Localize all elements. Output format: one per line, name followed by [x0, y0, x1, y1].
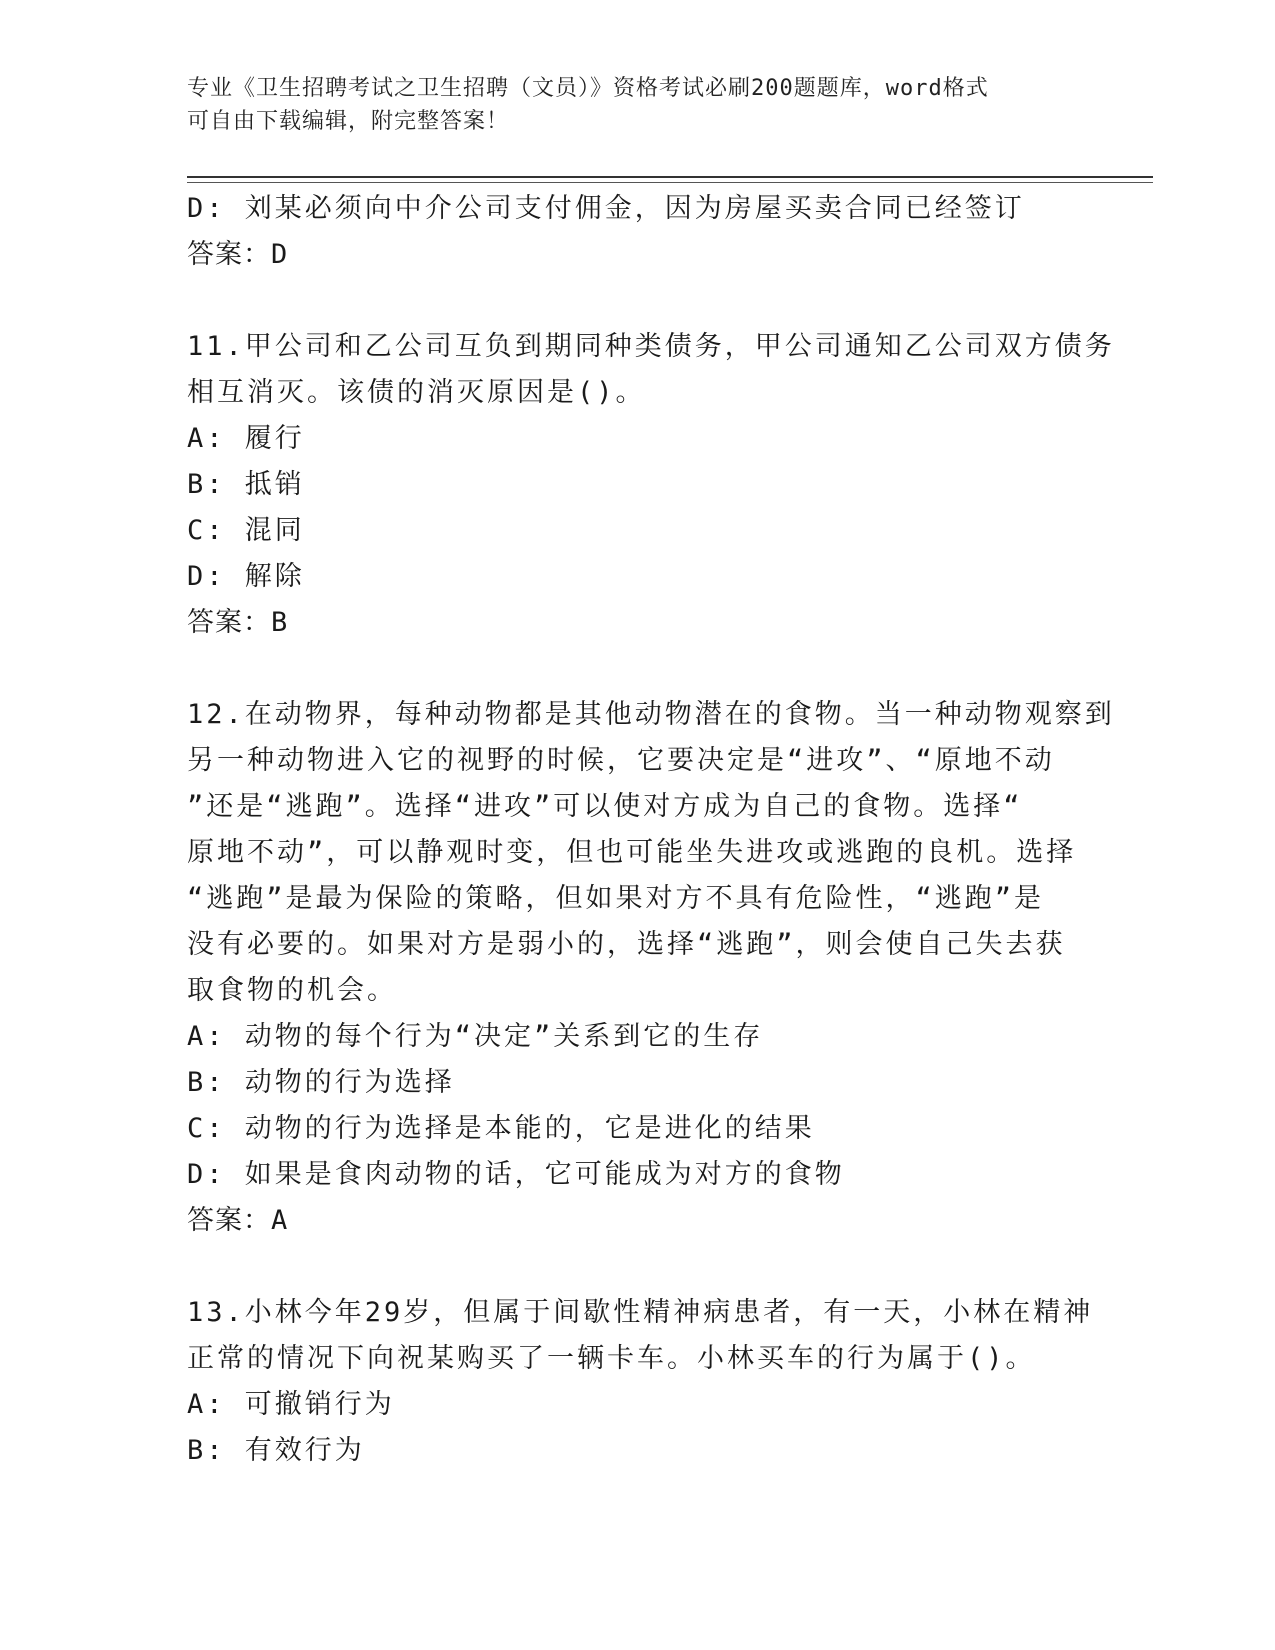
- question-stem-line: 没有必要的。如果对方是弱小的，选择“逃跑”，则会使自己失去获: [187, 929, 1066, 960]
- option-a: A: 动物的每个行为“决定”关系到它的生存: [187, 1021, 764, 1052]
- question-stem-line: 13.小林今年29岁，但属于间歇性精神病患者，有一天，小林在精神: [187, 1297, 1094, 1328]
- header-title-line-2: 可自由下载编辑，附完整答案！: [187, 109, 510, 134]
- question-stem-line: 相互消灭。该债的消灭原因是()。: [187, 377, 646, 408]
- page-header: [187, 72, 1067, 138]
- spacer: [187, 1244, 1087, 1290]
- question-answer: 答案：A: [187, 1205, 289, 1236]
- question-stem-line: 正常的情况下向祝某购买了一辆卡车。小林买车的行为属于()。: [187, 1343, 1036, 1374]
- option-c: C: 动物的行为选择是本能的，它是进化的结果: [187, 1113, 815, 1144]
- question-11: [187, 324, 1115, 646]
- header-title-line-1: 专业《卫生招聘考试之卫生招聘（文员）》资格考试必刷200题题库，word格式: [187, 76, 989, 101]
- question-stem-line: ”还是“逃跑”。选择“进攻”可以使对方成为自己的食物。选择“: [187, 791, 1023, 822]
- question-stem-line: 取食物的机会。: [187, 975, 397, 1006]
- option-b: B: 有效行为: [187, 1435, 365, 1466]
- question-stem-line: 12.在动物界，每种动物都是其他动物潜在的食物。当一种动物观察到: [187, 699, 1115, 730]
- question-12: [187, 692, 1115, 1244]
- option-d: D: 如果是食肉动物的话，它可能成为对方的食物: [187, 1159, 845, 1190]
- question-13: [187, 1290, 1094, 1474]
- option-a: A: 履行: [187, 423, 305, 454]
- question-answer: 答案：B: [187, 607, 289, 638]
- question-stem-line: “逃跑”是最为保险的策略，但如果对方不具有危险性，“逃跑”是: [187, 883, 1045, 914]
- option-d: D: 解除: [187, 561, 305, 592]
- spacer: [187, 646, 1087, 692]
- option-b: B: 抵销: [187, 469, 305, 500]
- prev-question-answer: 答案：D: [187, 239, 289, 270]
- question-content: [187, 186, 1115, 1474]
- question-stem-line: 另一种动物进入它的视野的时候，它要决定是“进攻”、“原地不动: [187, 745, 1055, 776]
- option-b: B: 动物的行为选择: [187, 1067, 455, 1098]
- question-stem-line: 原地不动”，可以静观时变，但也可能坐失进攻或逃跑的良机。选择: [187, 837, 1077, 868]
- header-divider-thick: [187, 176, 1153, 178]
- option-a: A: 可撤销行为: [187, 1389, 395, 1420]
- question-stem-line: 11.甲公司和乙公司互负到期同种类债务，甲公司通知乙公司双方债务: [187, 331, 1115, 362]
- spacer: [187, 278, 1087, 324]
- prev-question-option-d: D: 刘某必须向中介公司支付佣金，因为房屋买卖合同已经签订: [187, 193, 1025, 224]
- header-divider-thin: [187, 182, 1153, 183]
- option-c: C: 混同: [187, 515, 305, 546]
